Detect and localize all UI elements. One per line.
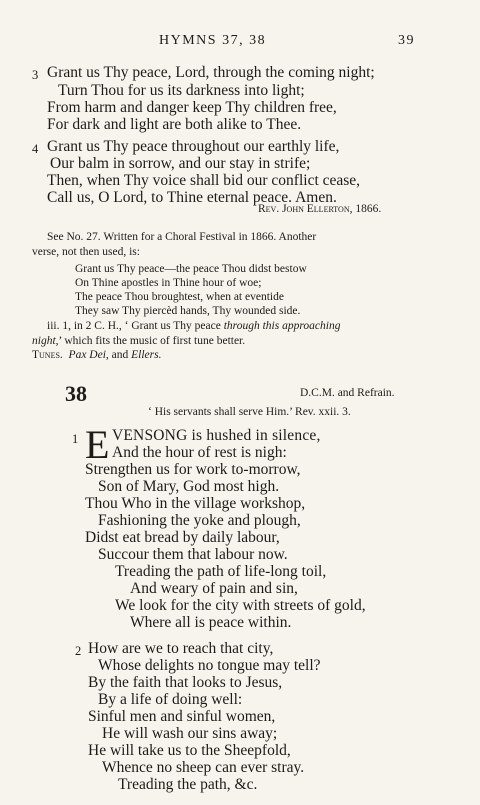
page-number: 39 [398,33,415,48]
stanza-number: 2 [75,644,82,658]
verse-line: Sinful men and sinful women, [88,708,276,725]
note-verse-line: Grant us Thy peace—the peace Thou didst bestow [75,263,307,275]
note-text [32,335,245,347]
verse-line: And weary of pain and sin, [130,580,298,597]
verse-line: How are we to reach that city, [88,640,274,657]
verse-line: Treading the path of life-long toil, [115,563,327,580]
note-text: verse, not then used, is: [32,246,140,258]
tunes-line [32,349,162,361]
hymn-epigraph: ‘ His servants shall serve Him.’ Rev. xxii. 3. [148,406,351,418]
tunes-label: Tunes. [32,349,63,361]
hymn-number: 38 [65,381,87,406]
verse-line: We look for the city with streets of gold, [115,597,366,614]
verse-line: Strengthen us for work to-morrow, [85,461,301,478]
stanza-number: 4 [32,142,39,156]
running-header: HYMNS 37, 38 [159,33,267,48]
verse-line: By the faith that looks to Jesus, [88,674,283,691]
note-text: iii. 1, in 2 C. H., ‘ Grant us Thy peace [47,320,221,332]
verse-line: He will wash our sins away; [102,725,278,742]
verse-line: Whose delights no tongue may tell? [98,657,321,674]
note-verse-line: They saw Thy piercèd hands, Thy wounded side. [75,305,301,317]
note-text [47,320,340,332]
verse-line: By a life of doing well: [98,691,243,708]
verse-line: Grant us Thy peace, Lord, through the coming night; [47,64,375,81]
verse-line: Our balm in sorrow, and our stay in strife; [50,155,311,172]
note-italic: through this approaching [223,320,341,332]
verse-line: Treading the path, &c. [118,776,258,793]
drop-cap: E [85,422,110,467]
hymn-meter: D.C.M. and Refrain. [300,387,395,399]
verse-line: Didst eat bread by daily labour, [85,529,280,546]
stanza-number: 1 [72,432,79,446]
note-text: See No. 27. Written for a Choral Festival in 1866. Another [47,231,317,243]
tunes-conjunction: and [111,349,129,361]
verse-line: Grant us Thy peace throughout our earthly life, [47,138,340,155]
verse-line: For dark and light are both alike to Thee. [47,116,302,133]
author-attribution: Rev. John Ellerton, 1866. [258,203,382,215]
verse-line: VENSONG is hushed in silence, [112,427,321,444]
note-text: ’ which fits the music of first tune better. [58,335,246,347]
verse-line: Where all is peace within. [130,614,292,631]
stanza-number: 3 [32,68,39,82]
verse-line: Turn Thou for us its darkness into light; [58,82,305,99]
verse-line: And the hour of rest is nigh: [112,444,287,461]
verse-line: He will take us to the Sheepfold, [88,742,291,759]
tune-name: Ellers. [131,349,162,361]
note-italic: night, [32,335,59,347]
verse-line: Thou Who in the village workshop, [85,495,306,512]
verse-line: Then, when Thy voice shall bid our conflict cease, [47,172,361,189]
verse-line: Whence no sheep can ever stray. [102,759,305,776]
note-verse-line: The peace Thou broughtest, when at eventide [75,291,284,303]
verse-line: Fashioning the yoke and plough, [98,512,301,529]
verse-line: From harm and danger keep Thy children free, [47,99,337,116]
note-verse-line: On Thine apostles in Thine hour of woe; [75,277,262,289]
tune-name: Pax Dei, [68,349,109,361]
verse-line: Succour them that labour now. [98,546,288,563]
verse-line: Son of Mary, God most high. [98,478,280,495]
verse-line: Call us, O Lord, to Thine eternal peace. Amen. [47,189,337,206]
